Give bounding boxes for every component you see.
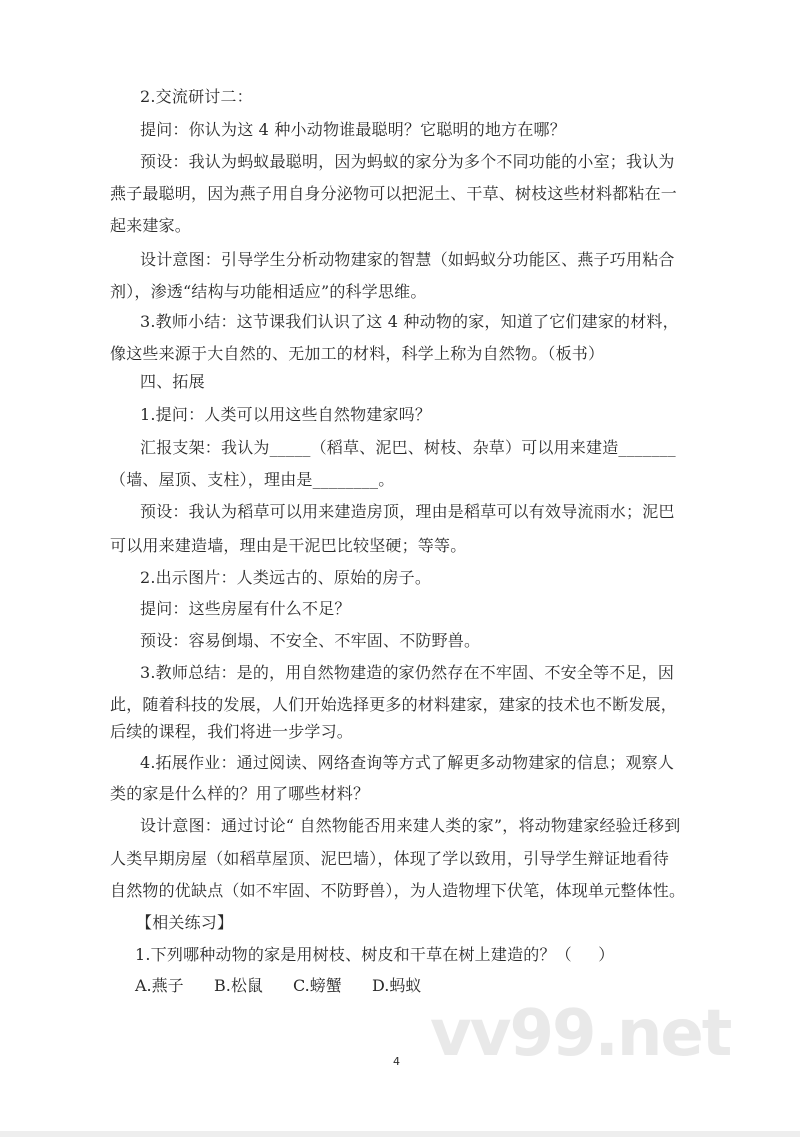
paragraph-line: 后续的课程，我们将进一步学习。 bbox=[110, 722, 354, 741]
paragraph-line: 燕子最聪明，因为燕子用自身分泌物可以把泥土、干草、树枝这些材料都粘在一 bbox=[110, 184, 678, 203]
paragraph-line: 2.出示图片：人类远古的、原始的房子。 bbox=[140, 568, 432, 587]
paragraph-line: 4.拓展作业：通过阅读、网络查询等方式了解更多动物建家的信息；观察人 bbox=[140, 753, 675, 772]
paragraph-line: 类的家是什么样的？用了哪些材料？ bbox=[110, 784, 370, 803]
paragraph-line: 提问：这些房屋有什么不足？ bbox=[140, 599, 351, 618]
exercise-question: 1.下列哪种动物的家是用树枝、树皮和干草在树上建造的？（ ） bbox=[135, 945, 615, 964]
paragraph-line: 自然物的优缺点（如不牢固、不防野兽），为人造物埋下伏笔，体现单元整体性。 bbox=[110, 881, 686, 900]
paragraph-line: 预设：我认为稻草可以用来建造房顶，理由是稻草可以有效导流雨水；泥巴 bbox=[140, 502, 675, 521]
paragraph-line: 像这些来源于大自然的、无加工的材料，科学上称为自然物。（板书） bbox=[110, 344, 605, 363]
paragraph-line: 人类早期房屋（如稻草屋顶、泥巴墙），体现了学以致用，引导学生辩证地看待 bbox=[110, 849, 670, 868]
option-d: D.蚂蚁 bbox=[372, 976, 422, 995]
paragraph-line: 提问：你认为这 4 种小动物谁最聪明？它聪明的地方在哪？ bbox=[140, 120, 566, 139]
paragraph-line: 预设：容易倒塌、不安全、不牢固、不防野兽。 bbox=[140, 631, 481, 650]
option-a: A.燕子 bbox=[135, 976, 184, 995]
paragraph-line: 设计意图：引导学生分析动物建家的智慧（如蚂蚁分功能区、燕子巧用粘合 bbox=[140, 250, 675, 269]
section-heading: 2.交流研讨二： bbox=[140, 87, 253, 106]
paragraph-line: 汇报支架：我认为_____（稻草、泥巴、树枝、杂草）可以用来建造_______ bbox=[140, 438, 676, 457]
exercise-heading: 【相关练习】 bbox=[136, 913, 234, 932]
paragraph-line: 剂），渗透“结构与功能相适应”的科学思维。 bbox=[110, 282, 427, 301]
paragraph-line: 3.教师总结：是的，用自然物建造的家仍然存在不牢固、不安全等不足，因 bbox=[140, 663, 675, 682]
paragraph-line: 此，随着科技的发展，人们开始选择更多的材料建家，建家的技术也不断发展， bbox=[110, 695, 678, 714]
paragraph-line: （墙、屋顶、支柱），理由是________。 bbox=[110, 470, 395, 489]
watermark: vv99.net bbox=[430, 997, 731, 1071]
paragraph-line: 可以用来建造墙，理由是干泥巴比较坚硬；等等。 bbox=[110, 536, 467, 555]
page-number: 4 bbox=[393, 1055, 400, 1068]
paragraph-line: 3.教师小结：这节课我们认识了这 4 种动物的家，知道了它们建家的材料， bbox=[140, 312, 679, 331]
option-b: B.松鼠 bbox=[214, 976, 263, 995]
paragraph-line: 设计意图：通过讨论“ 自然物能否用来建人类的家”，将动物建家经验迁移到 bbox=[140, 816, 681, 835]
paragraph-line: 预设：我认为蚂蚁最聪明，因为蚂蚁的家分为多个不同功能的小室；我认为 bbox=[140, 152, 675, 171]
paragraph-line: 1.提问：人类可以用这些自然物建家吗？ bbox=[140, 405, 432, 424]
paragraph-line: 起来建家。 bbox=[110, 216, 192, 235]
section-heading: 四、拓展 bbox=[140, 372, 205, 391]
page-bottom-edge bbox=[0, 1131, 800, 1137]
option-c: C.螃蟹 bbox=[293, 976, 342, 995]
